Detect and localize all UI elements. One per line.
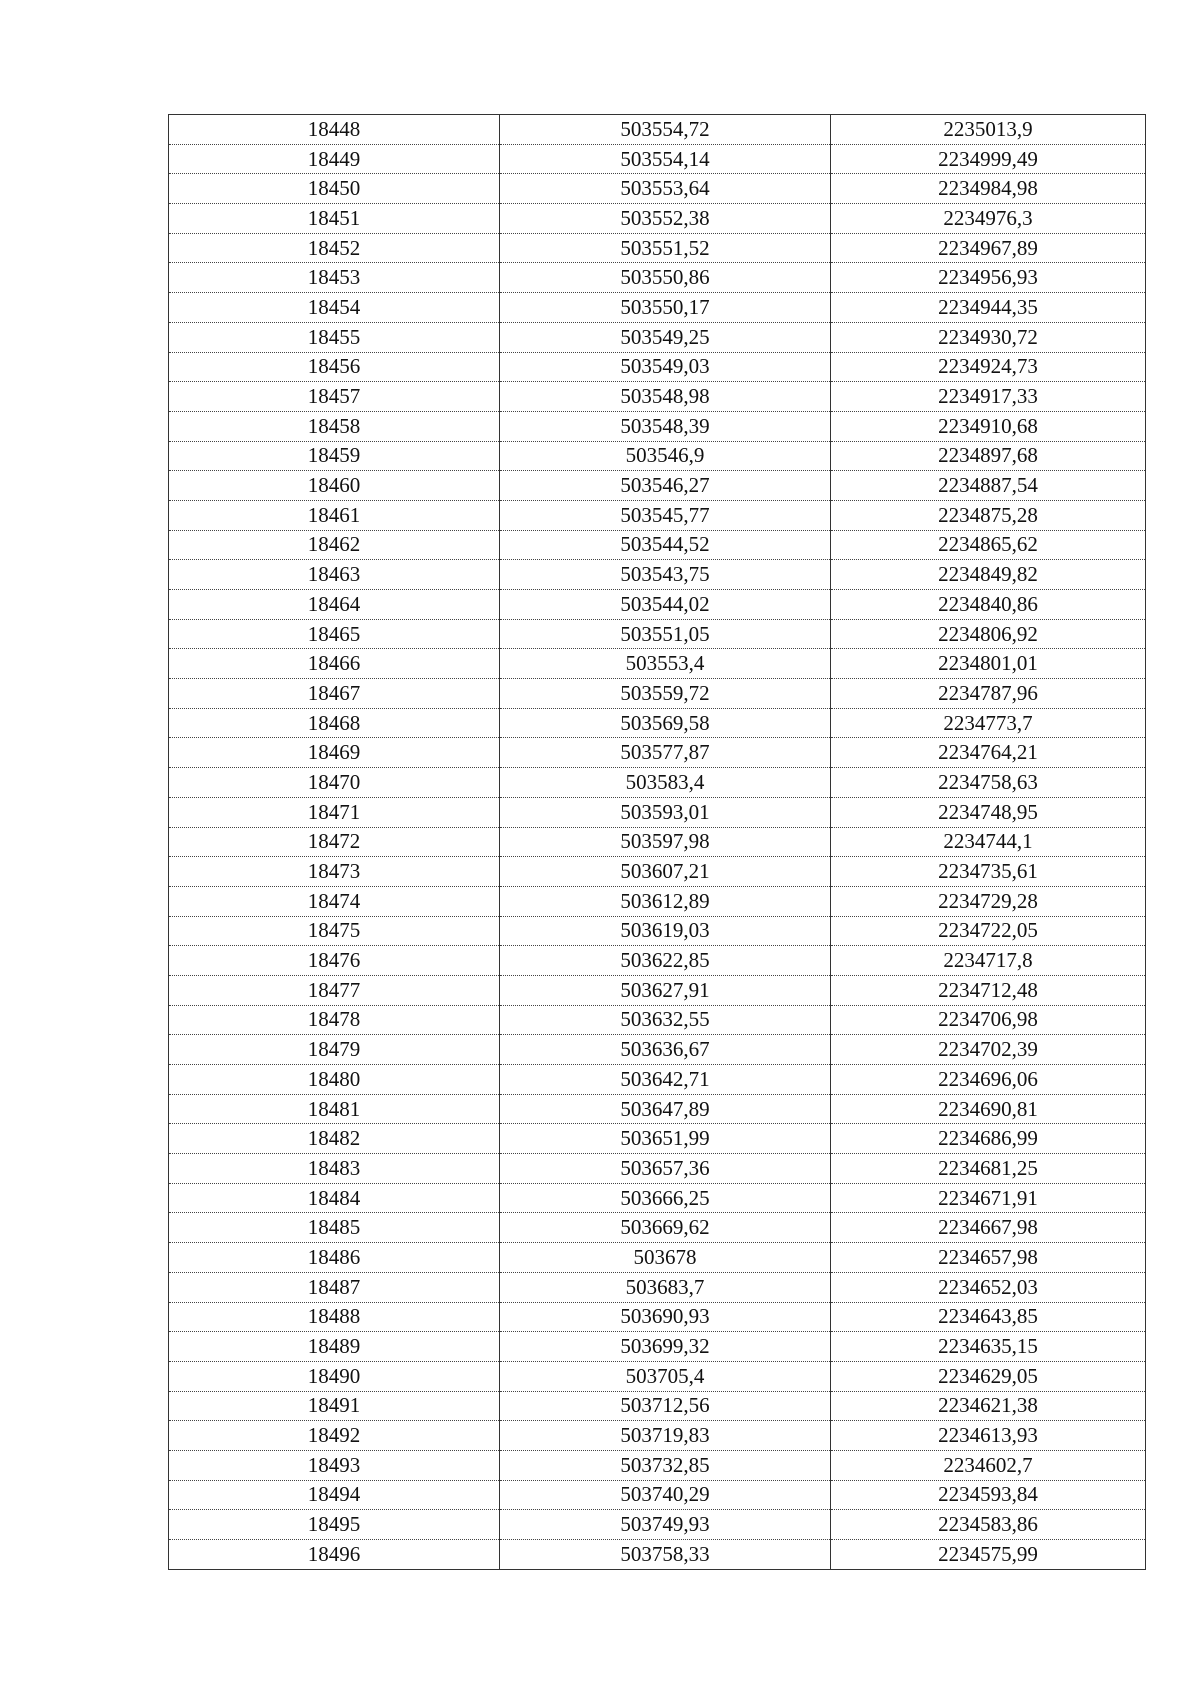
point-number-cell: 18477 — [169, 975, 500, 1005]
y-coordinate-cell: 2234686,99 — [831, 1124, 1146, 1154]
point-number-cell: 18463 — [169, 560, 500, 590]
x-coordinate-cell: 503683,7 — [500, 1272, 831, 1302]
x-coordinate-cell: 503619,03 — [500, 916, 831, 946]
table-row — [169, 1065, 1146, 1095]
point-number-cell: 18490 — [169, 1361, 500, 1391]
x-coordinate-cell: 503657,36 — [500, 1154, 831, 1184]
point-number-cell: 18487 — [169, 1272, 500, 1302]
point-number-cell: 18455 — [169, 322, 500, 352]
point-number-cell: 18475 — [169, 916, 500, 946]
table-row — [169, 1272, 1146, 1302]
table-row — [169, 500, 1146, 530]
table-row — [169, 1540, 1146, 1570]
table-row — [169, 471, 1146, 501]
y-coordinate-cell: 2234602,7 — [831, 1450, 1146, 1480]
table-row — [169, 768, 1146, 798]
x-coordinate-cell: 503627,91 — [500, 975, 831, 1005]
x-coordinate-cell: 503569,58 — [500, 708, 831, 738]
table-row — [169, 590, 1146, 620]
y-coordinate-cell: 2234629,05 — [831, 1361, 1146, 1391]
x-coordinate-cell: 503758,33 — [500, 1540, 831, 1570]
point-number-cell: 18472 — [169, 827, 500, 857]
point-number-cell: 18471 — [169, 797, 500, 827]
y-coordinate-cell: 2234930,72 — [831, 322, 1146, 352]
table-row — [169, 1005, 1146, 1035]
x-coordinate-cell: 503740,29 — [500, 1480, 831, 1510]
point-number-cell: 18459 — [169, 441, 500, 471]
y-coordinate-cell: 2234729,28 — [831, 886, 1146, 916]
point-number-cell: 18489 — [169, 1332, 500, 1362]
x-coordinate-cell: 503651,99 — [500, 1124, 831, 1154]
x-coordinate-cell: 503597,98 — [500, 827, 831, 857]
point-number-cell: 18474 — [169, 886, 500, 916]
point-number-cell: 18491 — [169, 1391, 500, 1421]
x-coordinate-cell: 503550,17 — [500, 293, 831, 323]
point-number-cell: 18461 — [169, 500, 500, 530]
x-coordinate-cell: 503636,67 — [500, 1035, 831, 1065]
x-coordinate-cell: 503642,71 — [500, 1065, 831, 1095]
table-row — [169, 1124, 1146, 1154]
table-row — [169, 144, 1146, 174]
point-number-cell: 18484 — [169, 1183, 500, 1213]
table-row — [169, 886, 1146, 916]
table-row — [169, 204, 1146, 234]
table-row — [169, 1302, 1146, 1332]
x-coordinate-cell: 503666,25 — [500, 1183, 831, 1213]
table-row — [169, 530, 1146, 560]
point-number-cell: 18494 — [169, 1480, 500, 1510]
table-row — [169, 382, 1146, 412]
point-number-cell: 18488 — [169, 1302, 500, 1332]
y-coordinate-cell: 2234706,98 — [831, 1005, 1146, 1035]
y-coordinate-cell: 2234875,28 — [831, 500, 1146, 530]
table-row — [169, 1243, 1146, 1273]
point-number-cell: 18468 — [169, 708, 500, 738]
table-row — [169, 1450, 1146, 1480]
x-coordinate-cell: 503632,55 — [500, 1005, 831, 1035]
point-number-cell: 18492 — [169, 1421, 500, 1451]
y-coordinate-cell: 2234801,01 — [831, 649, 1146, 679]
y-coordinate-cell: 2234910,68 — [831, 411, 1146, 441]
point-number-cell: 18486 — [169, 1243, 500, 1273]
y-coordinate-cell: 2234917,33 — [831, 382, 1146, 412]
y-coordinate-cell: 2234690,81 — [831, 1094, 1146, 1124]
x-coordinate-cell: 503622,85 — [500, 946, 831, 976]
y-coordinate-cell: 2234944,35 — [831, 293, 1146, 323]
point-number-cell: 18479 — [169, 1035, 500, 1065]
y-coordinate-cell: 2234999,49 — [831, 144, 1146, 174]
y-coordinate-cell: 2234976,3 — [831, 204, 1146, 234]
table-row — [169, 1094, 1146, 1124]
y-coordinate-cell: 2234744,1 — [831, 827, 1146, 857]
y-coordinate-cell: 2234773,7 — [831, 708, 1146, 738]
point-number-cell: 18457 — [169, 382, 500, 412]
y-coordinate-cell: 2234897,68 — [831, 441, 1146, 471]
point-number-cell: 18462 — [169, 530, 500, 560]
x-coordinate-cell: 503549,25 — [500, 322, 831, 352]
table-row — [169, 441, 1146, 471]
x-coordinate-cell: 503544,02 — [500, 590, 831, 620]
x-coordinate-cell: 503548,98 — [500, 382, 831, 412]
point-number-cell: 18460 — [169, 471, 500, 501]
point-number-cell: 18473 — [169, 857, 500, 887]
point-number-cell: 18452 — [169, 233, 500, 263]
y-coordinate-cell: 2234671,91 — [831, 1183, 1146, 1213]
x-coordinate-cell: 503699,32 — [500, 1332, 831, 1362]
point-number-cell: 18466 — [169, 649, 500, 679]
x-coordinate-cell: 503678 — [500, 1243, 831, 1273]
x-coordinate-cell: 503607,21 — [500, 857, 831, 887]
x-coordinate-cell: 503705,4 — [500, 1361, 831, 1391]
table-row — [169, 233, 1146, 263]
y-coordinate-cell: 2234840,86 — [831, 590, 1146, 620]
x-coordinate-cell: 503546,9 — [500, 441, 831, 471]
y-coordinate-cell: 2234613,93 — [831, 1421, 1146, 1451]
point-number-cell: 18456 — [169, 352, 500, 382]
table-row — [169, 679, 1146, 709]
point-number-cell: 18493 — [169, 1450, 500, 1480]
table-row — [169, 1421, 1146, 1451]
y-coordinate-cell: 2234593,84 — [831, 1480, 1146, 1510]
point-number-cell: 18467 — [169, 679, 500, 709]
table-row — [169, 352, 1146, 382]
x-coordinate-cell: 503546,27 — [500, 471, 831, 501]
y-coordinate-cell: 2234748,95 — [831, 797, 1146, 827]
y-coordinate-cell: 2234643,85 — [831, 1302, 1146, 1332]
table-row — [169, 797, 1146, 827]
y-coordinate-cell: 2234735,61 — [831, 857, 1146, 887]
y-coordinate-cell: 2234967,89 — [831, 233, 1146, 263]
y-coordinate-cell: 2234696,06 — [831, 1065, 1146, 1095]
y-coordinate-cell: 2234717,8 — [831, 946, 1146, 976]
y-coordinate-cell: 2234984,98 — [831, 174, 1146, 204]
y-coordinate-cell: 2234575,99 — [831, 1540, 1146, 1570]
table-row — [169, 1154, 1146, 1184]
table-row — [169, 1391, 1146, 1421]
table-row — [169, 322, 1146, 352]
point-number-cell: 18449 — [169, 144, 500, 174]
point-number-cell: 18476 — [169, 946, 500, 976]
table-row — [169, 857, 1146, 887]
table-row — [169, 174, 1146, 204]
coordinates-table — [168, 114, 1146, 1570]
x-coordinate-cell: 503549,03 — [500, 352, 831, 382]
table-row — [169, 1510, 1146, 1540]
x-coordinate-cell: 503712,56 — [500, 1391, 831, 1421]
x-coordinate-cell: 503544,52 — [500, 530, 831, 560]
table-row — [169, 1361, 1146, 1391]
point-number-cell: 18470 — [169, 768, 500, 798]
point-number-cell: 18469 — [169, 738, 500, 768]
point-number-cell: 18458 — [169, 411, 500, 441]
y-coordinate-cell: 2234712,48 — [831, 975, 1146, 1005]
y-coordinate-cell: 2234758,63 — [831, 768, 1146, 798]
x-coordinate-cell: 503548,39 — [500, 411, 831, 441]
table-row — [169, 708, 1146, 738]
x-coordinate-cell: 503554,72 — [500, 115, 831, 145]
point-number-cell: 18482 — [169, 1124, 500, 1154]
table-row — [169, 827, 1146, 857]
point-number-cell: 18450 — [169, 174, 500, 204]
y-coordinate-cell: 2234865,62 — [831, 530, 1146, 560]
table-row — [169, 916, 1146, 946]
table-row — [169, 263, 1146, 293]
table-row — [169, 1035, 1146, 1065]
y-coordinate-cell: 2234583,86 — [831, 1510, 1146, 1540]
y-coordinate-cell: 2234956,93 — [831, 263, 1146, 293]
y-coordinate-cell: 2234681,25 — [831, 1154, 1146, 1184]
x-coordinate-cell: 503719,83 — [500, 1421, 831, 1451]
point-number-cell: 18481 — [169, 1094, 500, 1124]
x-coordinate-cell: 503593,01 — [500, 797, 831, 827]
point-number-cell: 18485 — [169, 1213, 500, 1243]
point-number-cell: 18495 — [169, 1510, 500, 1540]
y-coordinate-cell: 2234787,96 — [831, 679, 1146, 709]
point-number-cell: 18454 — [169, 293, 500, 323]
point-number-cell: 18480 — [169, 1065, 500, 1095]
point-number-cell: 18496 — [169, 1540, 500, 1570]
table-row — [169, 975, 1146, 1005]
x-coordinate-cell: 503690,93 — [500, 1302, 831, 1332]
x-coordinate-cell: 503583,4 — [500, 768, 831, 798]
point-number-cell: 18465 — [169, 619, 500, 649]
x-coordinate-cell: 503749,93 — [500, 1510, 831, 1540]
x-coordinate-cell: 503554,14 — [500, 144, 831, 174]
table-row — [169, 115, 1146, 145]
x-coordinate-cell: 503551,05 — [500, 619, 831, 649]
table-row — [169, 738, 1146, 768]
table-row — [169, 560, 1146, 590]
x-coordinate-cell: 503612,89 — [500, 886, 831, 916]
y-coordinate-cell: 2234667,98 — [831, 1213, 1146, 1243]
y-coordinate-cell: 2234887,54 — [831, 471, 1146, 501]
coordinates-table-body — [169, 115, 1146, 1570]
point-number-cell: 18453 — [169, 263, 500, 293]
x-coordinate-cell: 503732,85 — [500, 1450, 831, 1480]
point-number-cell: 18464 — [169, 590, 500, 620]
table-row — [169, 619, 1146, 649]
point-number-cell: 18478 — [169, 1005, 500, 1035]
y-coordinate-cell: 2234764,21 — [831, 738, 1146, 768]
x-coordinate-cell: 503545,77 — [500, 500, 831, 530]
y-coordinate-cell: 2234849,82 — [831, 560, 1146, 590]
x-coordinate-cell: 503553,64 — [500, 174, 831, 204]
table-row — [169, 1480, 1146, 1510]
x-coordinate-cell: 503553,4 — [500, 649, 831, 679]
table-row — [169, 1183, 1146, 1213]
point-number-cell: 18483 — [169, 1154, 500, 1184]
y-coordinate-cell: 2234924,73 — [831, 352, 1146, 382]
y-coordinate-cell: 2234806,92 — [831, 619, 1146, 649]
table-row — [169, 293, 1146, 323]
x-coordinate-cell: 503543,75 — [500, 560, 831, 590]
table-row — [169, 411, 1146, 441]
x-coordinate-cell: 503551,52 — [500, 233, 831, 263]
x-coordinate-cell: 503647,89 — [500, 1094, 831, 1124]
y-coordinate-cell: 2234722,05 — [831, 916, 1146, 946]
x-coordinate-cell: 503552,38 — [500, 204, 831, 234]
y-coordinate-cell: 2234621,38 — [831, 1391, 1146, 1421]
x-coordinate-cell: 503669,62 — [500, 1213, 831, 1243]
y-coordinate-cell: 2235013,9 — [831, 115, 1146, 145]
y-coordinate-cell: 2234652,03 — [831, 1272, 1146, 1302]
x-coordinate-cell: 503577,87 — [500, 738, 831, 768]
point-number-cell: 18451 — [169, 204, 500, 234]
y-coordinate-cell: 2234657,98 — [831, 1243, 1146, 1273]
point-number-cell: 18448 — [169, 115, 500, 145]
y-coordinate-cell: 2234702,39 — [831, 1035, 1146, 1065]
table-row — [169, 1213, 1146, 1243]
y-coordinate-cell: 2234635,15 — [831, 1332, 1146, 1362]
table-row — [169, 946, 1146, 976]
table-row — [169, 1332, 1146, 1362]
x-coordinate-cell: 503559,72 — [500, 679, 831, 709]
x-coordinate-cell: 503550,86 — [500, 263, 831, 293]
table-row — [169, 649, 1146, 679]
